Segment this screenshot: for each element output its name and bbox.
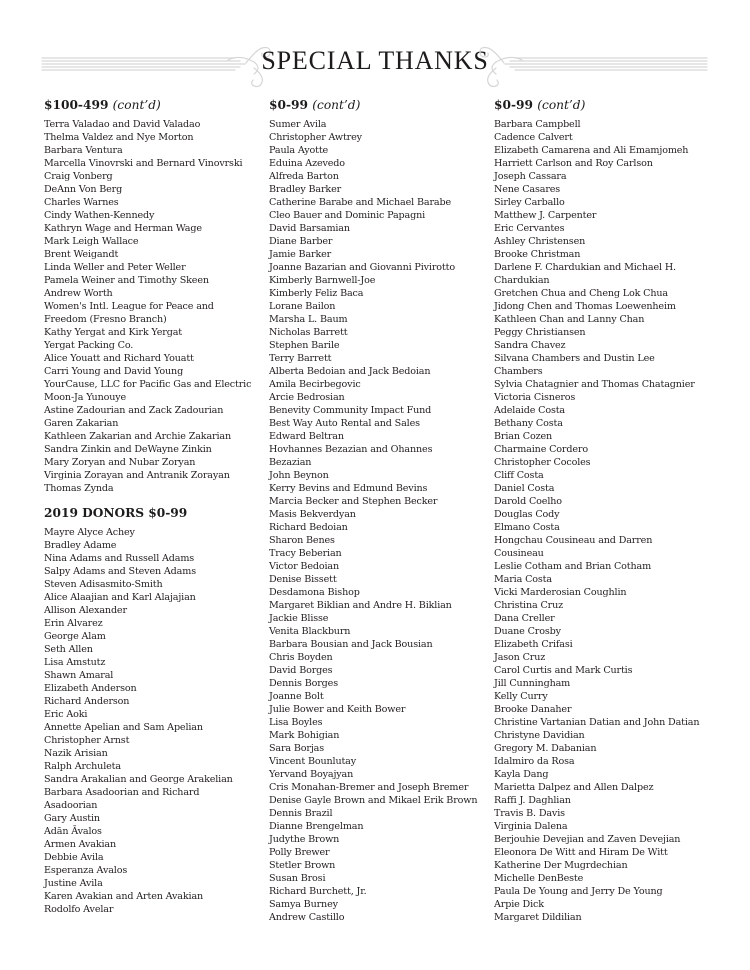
right-flourish-icon <box>478 38 710 88</box>
page-header <box>0 38 750 88</box>
donor-list <box>44 526 269 916</box>
donor-name: Arpie Dick <box>494 899 544 910</box>
donor-name: Cliff Costa <box>494 470 544 481</box>
donor-name: Alfreda Barton <box>269 171 339 182</box>
donor-name: Lorane Bailon <box>269 301 336 312</box>
donor-name: Idalmiro da Rosa <box>494 756 575 767</box>
donor-name: Peggy Christiansen <box>494 327 586 338</box>
donor-name: Kathryn Wage and Herman Wage <box>44 223 202 234</box>
donor-name: David Barsamian <box>269 223 350 234</box>
donor-name: Rodolfo Avelar <box>44 904 114 915</box>
donor-name: David Borges <box>269 665 333 676</box>
donor-name: Margaret Dildilian <box>494 912 582 923</box>
donor-name: Salpy Adams and Steven Adams <box>44 566 196 577</box>
section-heading-0-99-contd <box>269 97 494 113</box>
donor-name: Chardukian <box>494 275 550 286</box>
donor-name: Denise Gayle Brown and Mikael Erik Brown <box>269 795 478 806</box>
donor-name: Kerry Bevins and Edmund Bevins <box>269 483 428 494</box>
donor-name: Katherine Der Mugrdechian <box>494 860 628 871</box>
donor-name: Christopher Cocoles <box>494 457 591 468</box>
donor-name: Garen Zakarian <box>44 418 119 429</box>
donor-name: Elmano Costa <box>494 522 560 533</box>
donor-name: Susan Brosi <box>269 873 326 884</box>
donor-name: Steven Adisasmito-Smith <box>44 579 163 590</box>
heading-suffix: (cont’d) <box>312 98 361 112</box>
donor-name: Kayla Dang <box>494 769 549 780</box>
donor-name: Margaret Biklian and Andre H. Biklian <box>269 600 452 611</box>
section-heading-2019-0-99 <box>44 505 269 521</box>
donor-name: Masis Bekverdyan <box>269 509 356 520</box>
donor-name: Sylvia Chatagnier and Thomas Chatagnier <box>494 379 695 390</box>
donor-name: Gretchen Chua and Cheng Lok Chua <box>494 288 668 299</box>
donor-name: Marcella Vinovrski and Bernard Vinovrski <box>44 158 243 169</box>
donor-name: Matthew J. Carpenter <box>494 210 597 221</box>
donor-name: Harriett Carlson and Roy Carlson <box>494 158 653 169</box>
donor-name: Eduina Azevedo <box>269 158 345 169</box>
donor-name: DeAnn Von Berg <box>44 184 123 195</box>
donor-name: Freedom (Fresno Branch) <box>44 314 167 325</box>
donor-name: Jason Cruz <box>494 652 546 663</box>
donor-name: Nicholas Barrett <box>269 327 348 338</box>
donor-name: Mary Zoryan and Nubar Zoryan <box>44 457 196 468</box>
donor-name: Nina Adams and Russell Adams <box>44 553 195 564</box>
donor-name: Benevity Community Impact Fund <box>269 405 432 416</box>
donor-name: Brooke Christman <box>494 249 581 260</box>
donor-name: Adelaide Costa <box>494 405 565 416</box>
donor-name: Brent Weigandt <box>44 249 119 260</box>
donor-name: Kathleen Zakarian and Archie Zakarian <box>44 431 231 442</box>
donor-name: Christine Vartanian Datian and John Datian <box>494 717 700 728</box>
donor-name: Asadoorian <box>44 800 98 811</box>
donor-name: Gary Austin <box>44 813 100 824</box>
donor-name: Sumer Avila <box>269 119 327 130</box>
donor-name: Chris Boyden <box>269 652 333 663</box>
donor-name: Stephen Barile <box>269 340 340 351</box>
donor-name: Jidong Chen and Thomas Loewenheim <box>494 301 676 312</box>
donor-name: Julie Bower and Keith Bower <box>269 704 406 715</box>
donor-name: Gregory M. Dabanian <box>494 743 597 754</box>
donor-name: Barbara Bousian and Jack Bousian <box>269 639 433 650</box>
donor-name: Women's Intl. League for Peace and <box>44 301 214 312</box>
donor-name: Karen Avakian and Arten Avakian <box>44 891 204 902</box>
donor-name: Bezazian <box>269 457 312 468</box>
donor-name: Cris Monahan-Bremer and Joseph Bremer <box>269 782 469 793</box>
donor-name: Thomas Zynda <box>44 483 114 494</box>
donor-name: Virginia Zorayan and Antranik Zorayan <box>44 470 230 481</box>
donor-name: Armen Avakian <box>44 839 117 850</box>
donor-name: Michelle DenBeste <box>494 873 584 884</box>
donor-name: Jill Cunningham <box>494 678 571 689</box>
donor-name: Eric Aoki <box>44 709 88 720</box>
donor-name: Travis B. Davis <box>494 808 565 819</box>
heading-text: $0-99 <box>269 98 308 112</box>
donor-name: Paula Ayotte <box>269 145 329 156</box>
donor-column-1 <box>44 97 269 916</box>
donor-name: Virginia Dalena <box>494 821 568 832</box>
donor-name: Bradley Barker <box>269 184 342 195</box>
donor-name: Paula De Young and Jerry De Young <box>494 886 663 897</box>
donor-name: Maria Costa <box>494 574 552 585</box>
donor-column-3 <box>494 97 719 924</box>
donor-name: Allison Alexander <box>44 605 127 616</box>
donor-name: Barbara Campbell <box>494 119 581 130</box>
page-title: SPECIAL THANKS <box>261 46 489 75</box>
donor-name: Christyne Davidian <box>494 730 585 741</box>
heading-suffix: (cont’d) <box>537 98 586 112</box>
donor-name: Vicki Marderosian Coughlin <box>494 587 627 598</box>
donor-name: Joanne Bolt <box>269 691 324 702</box>
donor-column-2 <box>269 97 494 924</box>
donor-name: Dennis Brazil <box>269 808 333 819</box>
donor-name: Linda Weller and Peter Weller <box>44 262 186 273</box>
donor-name: Barbara Ventura <box>44 145 123 156</box>
donor-name: John Beynon <box>269 470 329 481</box>
donor-name: Venita Blackburn <box>269 626 351 637</box>
donor-name: Douglas Cody <box>494 509 560 520</box>
heading-suffix: (cont’d) <box>112 98 161 112</box>
donor-name: Alice Alaajian and Karl Alajajian <box>44 592 196 603</box>
donor-name: Hongchau Cousineau and Darren <box>494 535 653 546</box>
donor-name: Astine Zadourian and Zack Zadourian <box>44 405 224 416</box>
donor-name: Hovhannes Bezazian and Ohannes <box>269 444 433 455</box>
donor-name: Leslie Cotham and Brian Cotham <box>494 561 652 572</box>
donor-name: Darlene F. Chardukian and Michael H. <box>494 262 676 273</box>
donor-name: Polly Brewer <box>269 847 330 858</box>
donor-name: Andrew Worth <box>44 288 113 299</box>
donor-name: Andrew Castillo <box>269 912 345 923</box>
donor-name: Bethany Costa <box>494 418 563 429</box>
donor-name: Terra Valadao and David Valadao <box>44 119 201 130</box>
donor-name: Daniel Costa <box>494 483 555 494</box>
donor-name: Marcia Becker and Stephen Becker <box>269 496 438 507</box>
donor-name: Cadence Calvert <box>494 132 573 143</box>
donor-name: Alberta Bedoian and Jack Bedoian <box>269 366 431 377</box>
donor-name: Catherine Barabe and Michael Barabe <box>269 197 451 208</box>
donor-name: Yervand Boyajyan <box>269 769 354 780</box>
donor-name: Lisa Boyles <box>269 717 323 728</box>
donor-name: Craig Vonberg <box>44 171 113 182</box>
donor-name: Best Way Auto Rental and Sales <box>269 418 420 429</box>
donor-name: Kelly Curry <box>494 691 548 702</box>
donor-name: Thelma Valdez and Nye Morton <box>44 132 194 143</box>
donor-name: Eric Cervantes <box>494 223 565 234</box>
donor-name: Elizabeth Crifasi <box>494 639 573 650</box>
donor-name: Berjouhie Devejian and Zaven Devejian <box>494 834 681 845</box>
donor-name: Elizabeth Anderson <box>44 683 137 694</box>
section-heading-100-499 <box>44 97 269 113</box>
donor-name: Sandra Chavez <box>494 340 566 351</box>
donor-name: Kimberly Feliz Baca <box>269 288 364 299</box>
donor-name: Dana Creller <box>494 613 555 624</box>
donor-list <box>494 118 719 924</box>
donor-name: Sandra Zinkin and DeWayne Zinkin <box>44 444 212 455</box>
donor-name: Christopher Awtrey <box>269 132 362 143</box>
donor-name: Diane Barber <box>269 236 333 247</box>
donor-name: Mayre Alyce Achey <box>44 527 135 538</box>
donor-name: Barbara Asadoorian and Richard <box>44 787 200 798</box>
donor-name: Justine Avila <box>44 878 103 889</box>
donor-name: Ashley Christensen <box>494 236 586 247</box>
donor-name: Jackie Blisse <box>269 613 329 624</box>
section-heading-0-99-contd <box>494 97 719 113</box>
donor-name: Debbie Avila <box>44 852 104 863</box>
donor-name: Vincent Bounlutay <box>269 756 357 767</box>
donor-name: Samya Burney <box>269 899 338 910</box>
donor-name: Richard Anderson <box>44 696 130 707</box>
donor-name: Jamie Barker <box>269 249 332 260</box>
donor-name: Chambers <box>494 366 543 377</box>
donor-name: Kathy Yergat and Kirk Yergat <box>44 327 182 338</box>
donor-name: Erin Alvarez <box>44 618 103 629</box>
donor-name: Elizabeth Camarena and Ali Emamjomeh <box>494 145 689 156</box>
donor-name: Charmaine Cordero <box>494 444 588 455</box>
donor-name: Stetler Brown <box>269 860 336 871</box>
donor-name: Desdamona Bishop <box>269 587 360 598</box>
donor-name: Kathleen Chan and Lanny Chan <box>494 314 645 325</box>
donor-name: Pamela Weiner and Timothy Skeen <box>44 275 209 286</box>
donor-name: Duane Crosby <box>494 626 561 637</box>
donor-name: Shawn Amaral <box>44 670 114 681</box>
donor-name: Victoria Cisneros <box>494 392 576 403</box>
heading-text: $100-499 <box>44 98 109 112</box>
donor-name: Charles Warnes <box>44 197 119 208</box>
donor-name: Christina Cruz <box>494 600 564 611</box>
donor-name: Edward Beltran <box>269 431 344 442</box>
donor-name: Joanne Bazarian and Giovanni Pivirotto <box>269 262 455 273</box>
heading-text: $0-99 <box>494 98 533 112</box>
donor-name: George Alam <box>44 631 106 642</box>
donor-name: Denise Bissett <box>269 574 337 585</box>
donor-name: Carol Curtis and Mark Curtis <box>494 665 633 676</box>
donor-name: Brian Cozen <box>494 431 553 442</box>
donor-name: Alice Youatt and Richard Youatt <box>44 353 194 364</box>
donor-name: Silvana Chambers and Dustin Lee <box>494 353 655 364</box>
donor-name: Nazik Arisian <box>44 748 108 759</box>
donor-name: Richard Bedoian <box>269 522 348 533</box>
heading-text: 2019 DONORS $0-99 <box>44 506 188 520</box>
donor-name: Yergat Packing Co. <box>44 340 134 351</box>
donor-name: Mark Leigh Wallace <box>44 236 139 247</box>
donor-name: Sharon Benes <box>269 535 335 546</box>
donor-name: Kimberly Barnwell-Joe <box>269 275 376 286</box>
donor-name: Moon-Ja Yunouye <box>44 392 127 403</box>
donor-name: Victor Bedoian <box>269 561 339 572</box>
donor-name: Brooke Danaher <box>494 704 572 715</box>
donor-name: Ralph Archuleta <box>44 761 121 772</box>
donor-name: Amila Becirbegovic <box>269 379 361 390</box>
donor-name: Bradley Adame <box>44 540 117 551</box>
donor-list <box>44 118 269 495</box>
donor-name: Sara Borjas <box>269 743 325 754</box>
donor-name: Marietta Dalpez and Allen Dalpez <box>494 782 654 793</box>
donor-name: Christopher Arnst <box>44 735 130 746</box>
donor-name: Annette Apelian and Sam Apelian <box>44 722 203 733</box>
donor-name: Carri Young and David Young <box>44 366 184 377</box>
donor-name: Esperanza Avalos <box>44 865 128 876</box>
donor-name: Dianne Brengelman <box>269 821 364 832</box>
donor-name: Marsha L. Baum <box>269 314 348 325</box>
donor-name: Seth Allen <box>44 644 93 655</box>
donor-list <box>269 118 494 924</box>
donor-name: Adān Āvalos <box>44 826 102 837</box>
donor-name: Nene Casares <box>494 184 561 195</box>
donor-name: Sirley Carballo <box>494 197 565 208</box>
donor-name: Richard Burchett, Jr. <box>269 886 367 897</box>
donor-name: Raffi J. Daghlian <box>494 795 571 806</box>
donor-name: Arcie Bedrosian <box>269 392 345 403</box>
donor-name: YourCause, LLC for Pacific Gas and Electric <box>44 379 252 390</box>
donor-name: Cousineau <box>494 548 544 559</box>
donor-name: Lisa Amstutz <box>44 657 106 668</box>
donor-name: Joseph Cassara <box>494 171 567 182</box>
donor-name: Eleonora De Witt and Hiram De Witt <box>494 847 668 858</box>
donor-name: Mark Bohigian <box>269 730 340 741</box>
donor-name: Sandra Arakalian and George Arakelian <box>44 774 233 785</box>
donor-name: Judythe Brown <box>269 834 340 845</box>
donor-name: Tracy Beberian <box>269 548 342 559</box>
donor-name: Dennis Borges <box>269 678 338 689</box>
donor-name: Cindy Wathen-Kennedy <box>44 210 155 221</box>
donor-name: Cleo Bauer and Dominic Papagni <box>269 210 426 221</box>
donor-name: Darold Coelho <box>494 496 562 507</box>
donor-name: Terry Barrett <box>269 353 332 364</box>
